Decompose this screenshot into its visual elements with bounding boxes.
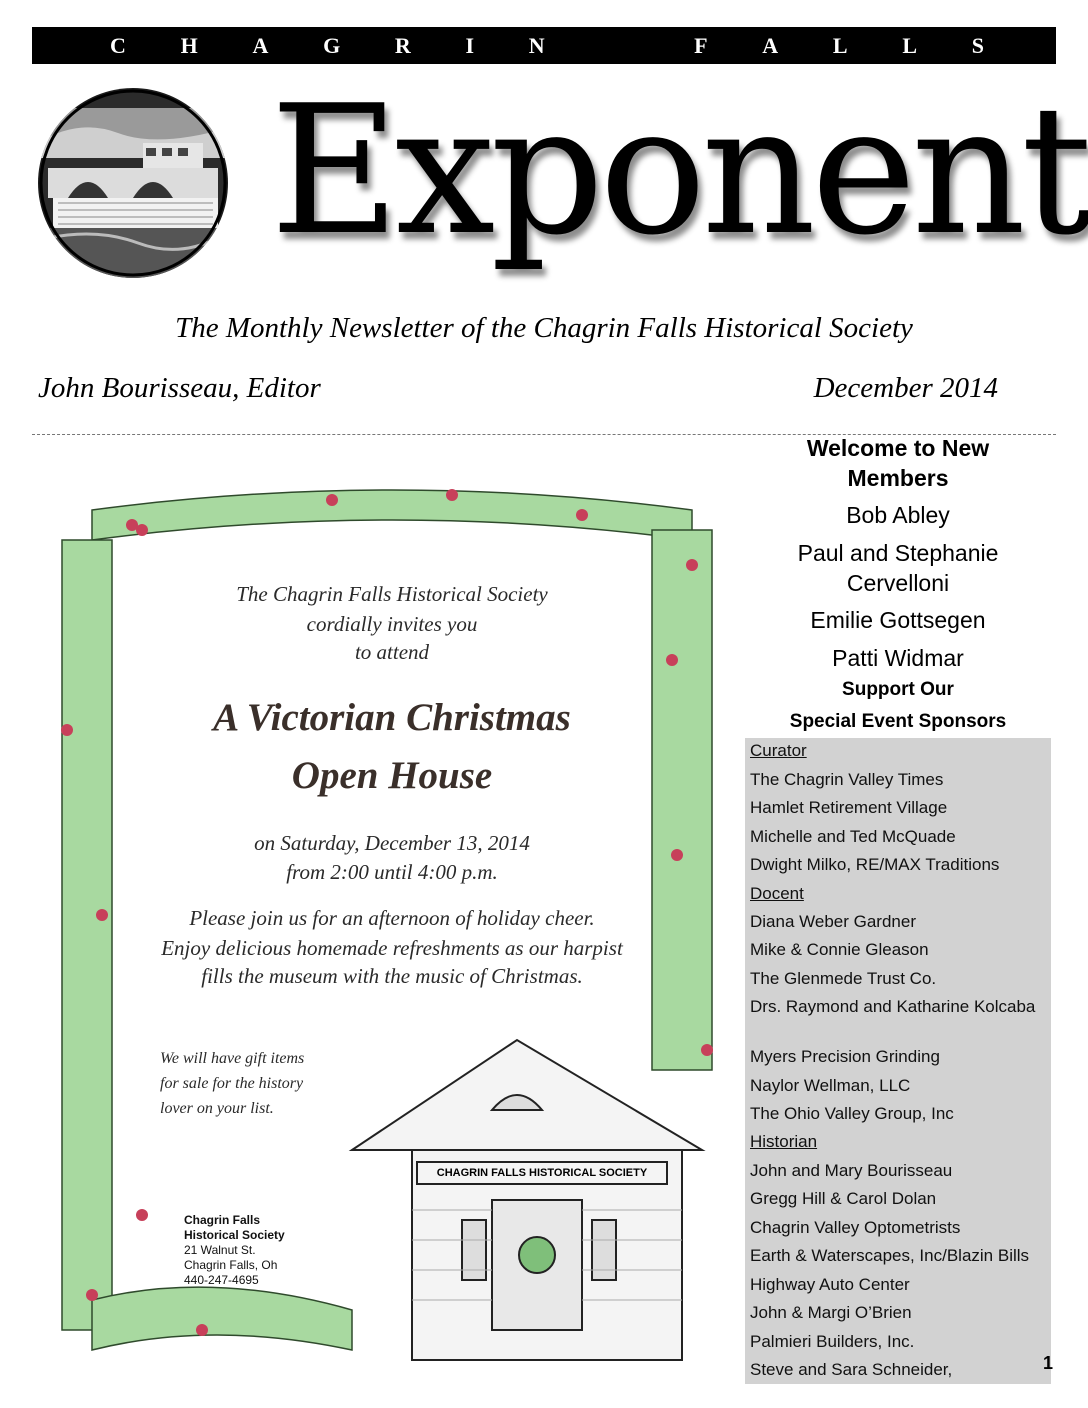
address-street: 21 Walnut St. — [184, 1243, 256, 1257]
banner-letter: G — [323, 32, 341, 58]
sponsor-name: The Glenmede Trust Co. — [750, 969, 937, 988]
banner-letter: L — [902, 32, 917, 58]
invite-time: from 2:00 until 4:00 p.m. — [286, 860, 498, 884]
sponsor-name: Earth & Waterscapes, Inc/Blazin Bills — [750, 1246, 1030, 1265]
invite-society-line: The Chagrin Falls Historical Society — [236, 582, 548, 606]
sponsor-name: Diana Weber Gardner — [750, 912, 916, 931]
invite-cordial-line: cordially invites you — [306, 612, 478, 636]
welcome-line1: Welcome to New — [806, 435, 990, 461]
banner-letter: S — [971, 32, 984, 58]
invite-join-line2: Enjoy delicious homemade refreshments as our harpist — [161, 936, 623, 960]
banner-letter: C — [110, 32, 126, 58]
member-name: Paul and Stephanie — [797, 540, 999, 566]
sponsor-name: Chagrin Valley Optometrists — [750, 1218, 961, 1237]
sponsor-tier-heading: Docent — [750, 884, 804, 903]
invitation-flyer — [52, 470, 732, 1380]
editor-line: John Bourisseau, Editor — [38, 372, 321, 404]
banner-letter: R — [394, 32, 411, 58]
falls-logo-image — [38, 88, 228, 278]
sponsor-name: Mike & Connie Gleason — [750, 940, 929, 959]
banner-bar — [32, 27, 1056, 64]
sponsor-tier-heading: Curator — [750, 741, 807, 760]
gift-line3: lover on your list. — [160, 1100, 274, 1117]
invite-date: on Saturday, December 13, 2014 — [254, 831, 530, 855]
invite-title-line2: Open House — [291, 754, 493, 797]
sponsor-name: Drs. Raymond and Katharine Kolcaba — [750, 997, 1036, 1016]
sponsor-name: John & Margi O’Brien — [750, 1303, 912, 1322]
banner-letter: N — [528, 32, 545, 58]
sponsor-name: Naylor Wellman, LLC — [750, 1076, 911, 1095]
sponsor-name: Steve and Sara Schneider, — [750, 1360, 953, 1379]
sponsor-name: Myers Precision Grinding — [750, 1047, 940, 1066]
member-name: Emilie Gottsegen — [810, 607, 986, 633]
invite-join-line1: Please join us for an afternoon of holiday cheer. — [189, 906, 595, 930]
page-number: 1 — [1043, 1353, 1054, 1373]
building-sign: CHAGRIN FALLS HISTORICAL SOCIETY — [436, 1167, 648, 1179]
address-phone: 440-247-4695 — [184, 1273, 259, 1287]
banner-letter: I — [465, 32, 475, 58]
gift-line1: We will have gift items — [160, 1050, 305, 1067]
sponsor-name: Palmieri Builders, Inc. — [750, 1332, 915, 1351]
banner-letter: L — [832, 32, 848, 58]
banner-letter: H — [180, 32, 198, 58]
invite-join-line3: fills the museum with the music of Christmas. — [201, 964, 583, 988]
masthead-title: Exponent — [270, 67, 1088, 274]
banner-letter: F — [694, 32, 708, 58]
sponsor-name: The Ohio Valley Group, Inc — [750, 1104, 954, 1123]
welcome-line2: Members — [847, 465, 949, 491]
invite-title-line1: A Victorian Christmas — [213, 696, 571, 739]
address-city: Chagrin Falls, Oh — [184, 1258, 278, 1272]
sponsor-name: Hamlet Retirement Village — [750, 798, 948, 817]
banner-letter: A — [762, 32, 779, 58]
member-name: Cervelloni — [846, 570, 950, 596]
invite-attend-line: to attend — [354, 640, 430, 664]
issue-date: December 2014 — [813, 372, 998, 404]
sponsor-name: Michelle and Ted McQuade — [750, 827, 956, 846]
sponsor-name: Highway Auto Center — [750, 1275, 910, 1294]
support-heading-line1: Support Our — [842, 679, 954, 700]
sponsor-tier-heading: Historian — [750, 1132, 818, 1151]
sponsor-name: The Chagrin Valley Times — [750, 770, 944, 789]
society-address — [184, 1213, 285, 1288]
gift-line2: for sale for the history — [160, 1075, 304, 1092]
newsletter-subtitle: The Monthly Newsletter of the Chagrin Falls Historical Society — [175, 312, 913, 344]
member-name: Bob Abley — [846, 502, 950, 528]
sponsor-list — [745, 738, 1054, 1384]
sponsor-name: John and Mary Bourisseau — [750, 1161, 953, 1180]
address-name1: Chagrin Falls — [184, 1213, 261, 1227]
sponsor-name: Gregg Hill & Carol Dolan — [750, 1189, 937, 1208]
banner-letter: A — [252, 32, 269, 58]
member-name: Patti Widmar — [832, 645, 964, 671]
welcome-heading — [745, 433, 1051, 493]
support-heading-line2: Special Event Sponsors — [789, 711, 1007, 732]
sponsor-name: Dwight Milko, RE/MAX Traditions — [750, 855, 1000, 874]
address-name2: Historical Society — [184, 1228, 285, 1242]
